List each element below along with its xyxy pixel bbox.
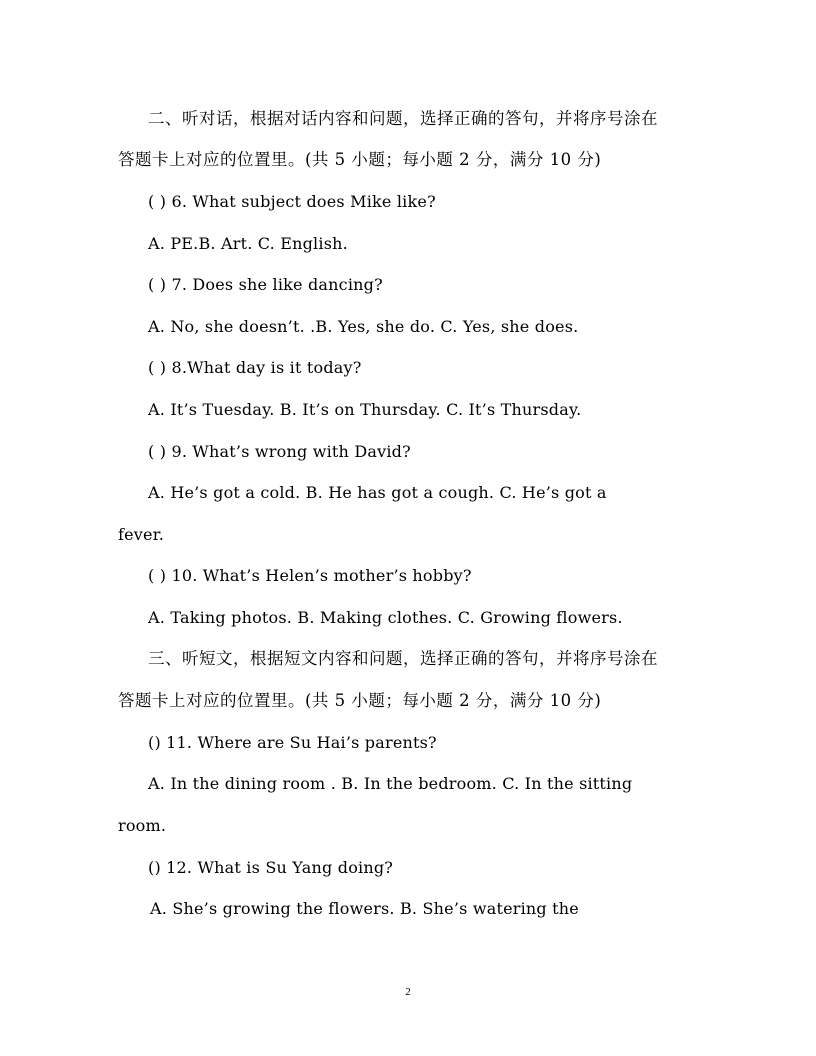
answer-options: A. Taking photos. B. Making clothes. C. Growing flowers.	[148, 608, 623, 627]
answer-options-continued: room.	[118, 816, 167, 835]
question-text: () 11. Where are Su Hai’s parents?	[148, 733, 437, 752]
answer-options: A. She’s growing the flowers. B. She’s watering the	[150, 899, 579, 918]
answer-options: A. In the dining room . B. In the bedroom. C. In the sitting	[148, 774, 633, 793]
question-text: ( ) 7. Does she like dancing?	[148, 275, 383, 294]
section-heading-line: 三、听短文，根据短文内容和问题，选择正确的答句，并将序号涂在	[148, 649, 658, 668]
question-text: ( ) 6. What subject does Mike like?	[148, 192, 436, 211]
answer-options: A. He’s got a cold. B. He has got a cough. C. He’s got a	[148, 483, 607, 502]
page-number: 2	[405, 986, 411, 998]
answer-options-continued: fever.	[118, 525, 165, 544]
answer-options: A. It’s Tuesday. B. It’s on Thursday. C. It’s Thursday.	[148, 400, 582, 419]
answer-options: A. No, she doesn’t. .B. Yes, she do. C. Yes, she does.	[148, 317, 579, 336]
question-text: ( ) 9. What’s wrong with David?	[148, 442, 411, 461]
section-heading-line: 答题卡上对应的位置里。(共 5 小题；每小题 2 分，满分 10 分)	[118, 691, 602, 710]
answer-options: A. PE.B. Art. C. English.	[148, 234, 348, 253]
section-heading-line: 答题卡上对应的位置里。(共 5 小题；每小题 2 分，满分 10 分)	[118, 150, 602, 169]
section-heading-line: 二、听对话，根据对话内容和问题，选择正确的答句，并将序号涂在	[148, 109, 658, 128]
question-text: ( ) 8.What day is it today?	[148, 358, 362, 377]
question-text: () 12. What is Su Yang doing?	[148, 858, 394, 877]
question-text: ( ) 10. What’s Helen’s mother’s hobby?	[148, 566, 472, 585]
